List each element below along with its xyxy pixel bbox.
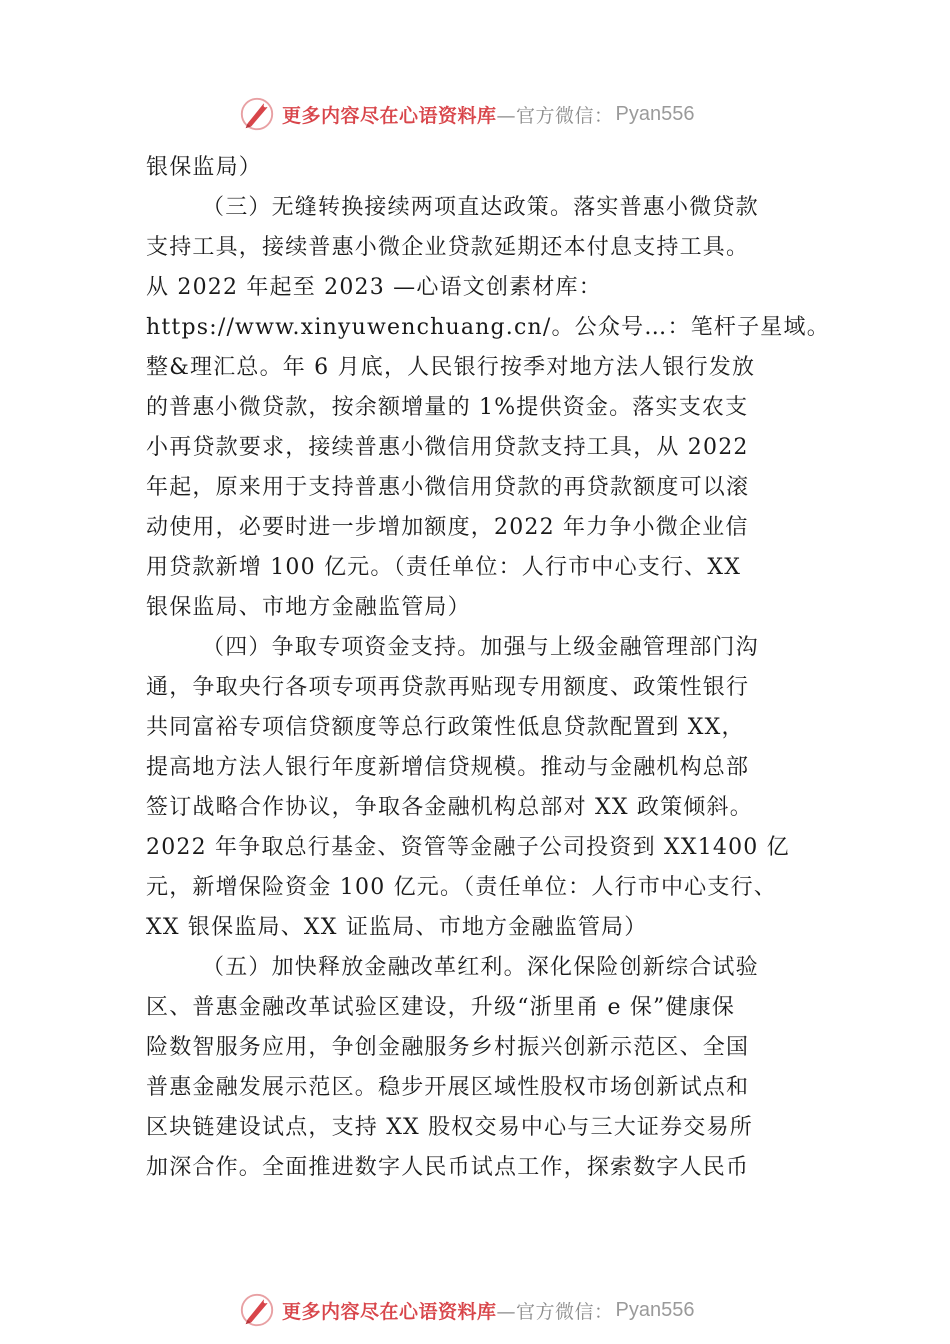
watermark-wechat-id: Pyan556	[615, 1298, 695, 1321]
watermark-wechat-id: Pyan556	[615, 102, 695, 125]
text-line-url: https://www.xinyuwenchuang.cn/。公众号…：笔杆子星域。	[146, 315, 830, 340]
text-line: 签订战略合作协议，争取各金融机构总部对 XX 政策倾斜。	[146, 795, 753, 820]
text-line: 小再贷款要求，接续普惠小微信用贷款支持工具，从 2022	[146, 435, 749, 460]
watermark-brand-text: 更多内容尽在心语资料库	[282, 104, 497, 127]
text-line: 用贷款新增 100 亿元。（责任单位：人行市中心支行、XX	[146, 555, 742, 580]
text-line: 区、普惠金融改革试验区建设，升级“浙里甬 e 保”健康保	[146, 995, 736, 1020]
text-line: 共同富裕专项信贷额度等总行政策性低息贷款配置到 XX，	[146, 715, 745, 740]
text-line: 的普惠小微贷款，按余额增量的 1%提供资金。落实支农支	[146, 395, 749, 420]
text-line: 提高地方法人银行年度新增信贷规模。推动与金融机构总部	[146, 755, 750, 780]
text-line: 支持工具，接续普惠小微企业贷款延期还本付息支持工具。	[146, 235, 750, 260]
text-line: 动使用，必要时进一步增加额度，2022 年力争小微企业信	[146, 515, 749, 540]
text-line: 通，争取央行各项专项再贷款再贴现专用额度、政策性银行	[146, 675, 750, 700]
text-line: 年起，原来用于支持普惠小微信用贷款的再贷款额度可以滚	[146, 475, 750, 500]
text-line: 整&理汇总。年 6 月底，人民银行按季对地方法人银行发放	[146, 355, 756, 380]
footer-watermark	[238, 1290, 758, 1330]
document-body	[146, 148, 830, 1188]
pen-nib-logo-icon	[238, 1291, 276, 1329]
watermark-dash-text: —官方微信：	[496, 104, 614, 127]
text-line: 加深合作。全面推进数字人民币试点工作，探索数字人民币	[146, 1155, 750, 1180]
watermark-brand-text: 更多内容尽在心语资料库	[282, 1300, 497, 1323]
paragraph-four-heading-line: （四）争取专项资金支持。加强与上级金融管理部门沟	[202, 635, 759, 660]
text-line: 银保监局、市地方金融监管局）	[146, 595, 471, 620]
text-line: 普惠金融发展示范区。稳步开展区域性股权市场创新试点和	[146, 1075, 750, 1100]
watermark-dash-text: —官方微信：	[496, 1300, 614, 1323]
text-line: 区块链建设试点，支持 XX 股权交易中心与三大证券交易所	[146, 1115, 753, 1140]
header-watermark	[238, 94, 758, 134]
pen-nib-logo-icon	[238, 95, 276, 133]
text-line: 元，新增保险资金 100 亿元。（责任单位：人行市中心支行、	[146, 875, 777, 900]
paragraph-three-heading-line: （三）无缝转换接续两项直达政策。落实普惠小微贷款	[202, 195, 759, 220]
text-line: 银保监局）	[146, 155, 263, 180]
text-line: 险数智服务应用，争创金融服务乡村振兴创新示范区、全国	[146, 1035, 750, 1060]
text-line: XX 银保监局、XX 证监局、市地方金融监管局）	[146, 915, 648, 940]
paragraph-five-heading-line: （五）加快释放金融改革红利。深化保险创新综合试验	[202, 955, 759, 980]
text-line: 2022 年争取总行基金、资管等金融子公司投资到 XX1400 亿	[146, 835, 790, 860]
text-line: 从 2022 年起至 2023 —心语文创素材库：	[146, 275, 602, 300]
